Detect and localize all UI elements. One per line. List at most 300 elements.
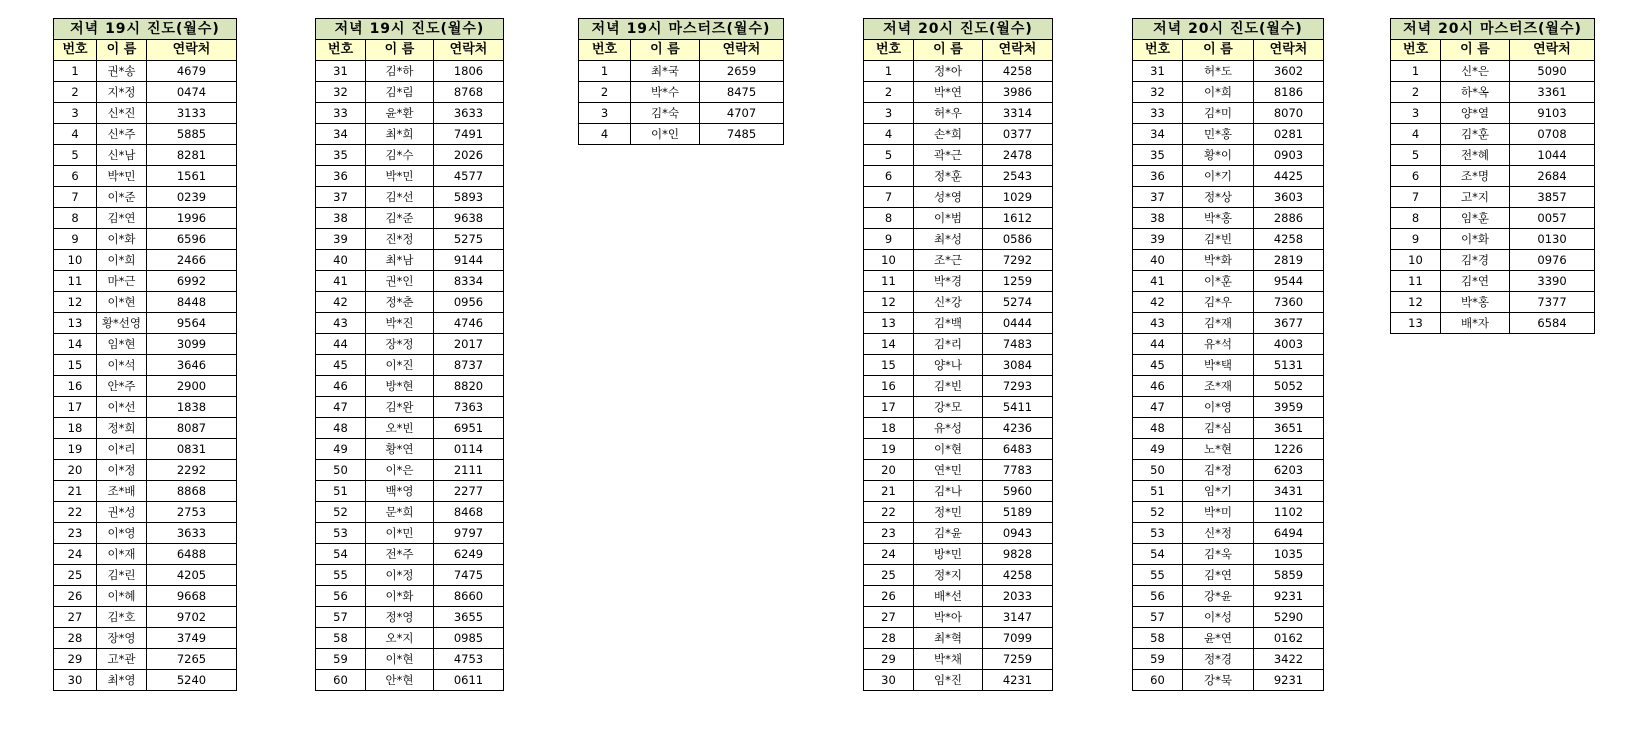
cell-number: 57	[1133, 607, 1183, 628]
cell-contact: 2277	[434, 481, 504, 502]
cell-number: 26	[54, 586, 97, 607]
cell-name: 김*빈	[1183, 229, 1254, 250]
table-row	[1133, 250, 1324, 271]
table-row	[1133, 376, 1324, 397]
cell-contact: 4236	[983, 418, 1053, 439]
cell-contact: 2111	[434, 460, 504, 481]
cell-name: 김*욱	[1183, 544, 1254, 565]
cell-number: 42	[1133, 292, 1183, 313]
cell-contact: 8186	[1254, 82, 1324, 103]
cell-number: 22	[54, 502, 97, 523]
cell-number: 28	[864, 628, 914, 649]
cell-number: 24	[54, 544, 97, 565]
cell-contact: 4258	[983, 565, 1053, 586]
table-row	[54, 187, 237, 208]
cell-name: 황*이	[1183, 145, 1254, 166]
cell-contact: 2900	[147, 376, 237, 397]
table-row	[54, 271, 237, 292]
cell-name: 박*경	[914, 271, 983, 292]
cell-name: 조*재	[1183, 376, 1254, 397]
table-row	[54, 502, 237, 523]
table-row	[316, 523, 504, 544]
header-name: 이 름	[97, 40, 147, 61]
cell-name: 민*홍	[1183, 124, 1254, 145]
cell-contact: 7099	[983, 628, 1053, 649]
cell-name: 윤*연	[1183, 628, 1254, 649]
table-row	[1133, 460, 1324, 481]
cell-contact: 5090	[1510, 61, 1595, 82]
cell-name: 전*혜	[1441, 145, 1510, 166]
cell-number: 43	[316, 313, 366, 334]
table-title-row	[1133, 19, 1324, 40]
table-row	[316, 334, 504, 355]
cell-number: 50	[316, 460, 366, 481]
cell-contact: 1996	[147, 208, 237, 229]
cell-contact: 7783	[983, 460, 1053, 481]
cell-contact: 3422	[1254, 649, 1324, 670]
table-row	[1391, 82, 1595, 103]
table-header-row	[864, 40, 1053, 61]
cell-name: 임*현	[97, 334, 147, 355]
cell-number: 25	[864, 565, 914, 586]
roster-table-20-masters	[1390, 18, 1595, 334]
header-contact: 연락처	[1254, 40, 1324, 61]
cell-number: 29	[864, 649, 914, 670]
cell-contact: 8868	[147, 481, 237, 502]
table-row	[316, 145, 504, 166]
cell-number: 10	[1391, 250, 1441, 271]
cell-name: 조*명	[1441, 166, 1510, 187]
cell-name: 고*관	[97, 649, 147, 670]
cell-name: 황*선영	[97, 313, 147, 334]
cell-contact: 2466	[147, 250, 237, 271]
cell-contact: 1838	[147, 397, 237, 418]
cell-contact: 0444	[983, 313, 1053, 334]
cell-name: 박*홍	[1183, 208, 1254, 229]
cell-contact: 2886	[1254, 208, 1324, 229]
cell-name: 정*지	[914, 565, 983, 586]
cell-name: 오*빈	[366, 418, 434, 439]
table-row	[1391, 292, 1595, 313]
cell-name: 임*진	[914, 670, 983, 691]
table-row	[864, 397, 1053, 418]
cell-name: 김*윤	[914, 523, 983, 544]
cell-name: 김*연	[1183, 565, 1254, 586]
table-row	[54, 145, 237, 166]
cell-name: 이*화	[1441, 229, 1510, 250]
cell-contact: 5290	[1254, 607, 1324, 628]
cell-number: 34	[1133, 124, 1183, 145]
cell-contact: 1259	[983, 271, 1053, 292]
cell-number: 13	[864, 313, 914, 334]
table-row	[1391, 250, 1595, 271]
table-row	[864, 670, 1053, 691]
cell-name: 박*홍	[1441, 292, 1510, 313]
table-row	[1391, 103, 1595, 124]
cell-number: 20	[864, 460, 914, 481]
cell-name: 이*화	[366, 586, 434, 607]
cell-contact: 5885	[147, 124, 237, 145]
header-number: 번호	[864, 40, 914, 61]
cell-name: 김*빈	[914, 376, 983, 397]
cell-number: 20	[54, 460, 97, 481]
cell-contact: 3857	[1510, 187, 1595, 208]
cell-number: 5	[54, 145, 97, 166]
cell-contact: 5052	[1254, 376, 1324, 397]
cell-number: 16	[864, 376, 914, 397]
cell-number: 48	[316, 418, 366, 439]
cell-name: 조*배	[97, 481, 147, 502]
cell-number: 37	[316, 187, 366, 208]
table-row	[1133, 418, 1324, 439]
cell-number: 53	[316, 523, 366, 544]
cell-name: 이*성	[1183, 607, 1254, 628]
cell-contact: 9702	[147, 607, 237, 628]
cell-number: 9	[864, 229, 914, 250]
cell-number: 30	[864, 670, 914, 691]
cell-number: 55	[316, 565, 366, 586]
cell-contact: 2017	[434, 334, 504, 355]
cell-contact: 2026	[434, 145, 504, 166]
table-row	[1391, 313, 1595, 334]
table-row	[1391, 145, 1595, 166]
cell-contact: 6992	[147, 271, 237, 292]
cell-name: 안*현	[366, 670, 434, 691]
table-title: 저녁 20시 진도(월수)	[1133, 19, 1324, 40]
cell-number: 60	[1133, 670, 1183, 691]
table-header-row	[316, 40, 504, 61]
cell-number: 27	[54, 607, 97, 628]
cell-name: 안*주	[97, 376, 147, 397]
cell-name: 이*영	[1183, 397, 1254, 418]
table-row	[864, 313, 1053, 334]
cell-contact: 9564	[147, 313, 237, 334]
header-name: 이 름	[1441, 40, 1510, 61]
cell-name: 김*완	[366, 397, 434, 418]
cell-contact: 1044	[1510, 145, 1595, 166]
cell-name: 박*진	[366, 313, 434, 334]
cell-number: 59	[316, 649, 366, 670]
table-row	[316, 355, 504, 376]
cell-name: 박*민	[366, 166, 434, 187]
table-row	[1133, 481, 1324, 502]
cell-name: 김*린	[97, 565, 147, 586]
table-row	[316, 670, 504, 691]
table-row	[316, 124, 504, 145]
cell-contact: 7377	[1510, 292, 1595, 313]
cell-contact: 1226	[1254, 439, 1324, 460]
table-row	[54, 628, 237, 649]
cell-name: 김*나	[914, 481, 983, 502]
cell-number: 27	[864, 607, 914, 628]
header-name: 이 름	[1183, 40, 1254, 61]
cell-number: 4	[579, 124, 631, 145]
cell-number: 10	[864, 250, 914, 271]
cell-contact: 7292	[983, 250, 1053, 271]
cell-contact: 6596	[147, 229, 237, 250]
cell-number: 34	[316, 124, 366, 145]
table-row	[864, 607, 1053, 628]
cell-number: 36	[316, 166, 366, 187]
cell-name: 김*경	[1441, 250, 1510, 271]
cell-name: 이*정	[366, 565, 434, 586]
cell-number: 5	[864, 145, 914, 166]
table-row	[864, 418, 1053, 439]
cell-contact: 5859	[1254, 565, 1324, 586]
table-row	[54, 313, 237, 334]
cell-name: 배*자	[1441, 313, 1510, 334]
cell-name: 정*아	[914, 61, 983, 82]
cell-name: 정*영	[366, 607, 434, 628]
cell-contact: 8334	[434, 271, 504, 292]
header-contact: 연락처	[983, 40, 1053, 61]
cell-name: 박*미	[1183, 502, 1254, 523]
header-number: 번호	[579, 40, 631, 61]
cell-name: 이*범	[914, 208, 983, 229]
cell-name: 김*연	[97, 208, 147, 229]
table-row	[54, 82, 237, 103]
cell-number: 14	[54, 334, 97, 355]
cell-name: 권*인	[366, 271, 434, 292]
cell-number: 56	[1133, 586, 1183, 607]
cell-name: 조*근	[914, 250, 983, 271]
cell-number: 11	[54, 271, 97, 292]
table-title: 저녁 20시 마스터즈(월수)	[1391, 19, 1595, 40]
cell-name: 마*근	[97, 271, 147, 292]
cell-name: 김*정	[1183, 460, 1254, 481]
table-row	[864, 271, 1053, 292]
table-row	[1133, 61, 1324, 82]
cell-number: 15	[54, 355, 97, 376]
table-row	[864, 61, 1053, 82]
cell-contact: 4707	[700, 103, 784, 124]
cell-name: 권*성	[97, 502, 147, 523]
cell-name: 정*희	[97, 418, 147, 439]
table-row	[864, 166, 1053, 187]
cell-contact: 4679	[147, 61, 237, 82]
table-row	[54, 208, 237, 229]
cell-number: 18	[864, 418, 914, 439]
cell-name: 박*채	[914, 649, 983, 670]
cell-number: 23	[864, 523, 914, 544]
cell-contact: 6584	[1510, 313, 1595, 334]
cell-name: 이*희	[97, 250, 147, 271]
cell-number: 26	[864, 586, 914, 607]
cell-contact: 1561	[147, 166, 237, 187]
cell-name: 이*은	[366, 460, 434, 481]
cell-name: 이*현	[914, 439, 983, 460]
cell-name: 김*선	[366, 187, 434, 208]
cell-contact: 7265	[147, 649, 237, 670]
cell-name: 지*정	[97, 82, 147, 103]
table-row	[316, 229, 504, 250]
cell-contact: 3633	[434, 103, 504, 124]
cell-number: 60	[316, 670, 366, 691]
cell-name: 김*백	[914, 313, 983, 334]
cell-number: 7	[54, 187, 97, 208]
table-row	[579, 124, 784, 145]
table-row	[864, 103, 1053, 124]
cell-number: 1	[864, 61, 914, 82]
cell-name: 강*모	[914, 397, 983, 418]
cell-contact: 9103	[1510, 103, 1595, 124]
cell-contact: 3749	[147, 628, 237, 649]
cell-contact: 3147	[983, 607, 1053, 628]
cell-number: 38	[1133, 208, 1183, 229]
cell-contact: 3655	[434, 607, 504, 628]
cell-number: 39	[1133, 229, 1183, 250]
cell-name: 김*림	[366, 82, 434, 103]
table-row	[864, 628, 1053, 649]
cell-contact: 2684	[1510, 166, 1595, 187]
cell-name: 강*묵	[1183, 670, 1254, 691]
cell-number: 42	[316, 292, 366, 313]
table-row	[316, 607, 504, 628]
table-row	[316, 544, 504, 565]
roster-table-19-jindo-1	[53, 18, 237, 691]
cell-number: 48	[1133, 418, 1183, 439]
cell-name: 권*송	[97, 61, 147, 82]
table-row	[864, 481, 1053, 502]
header-name: 이 름	[631, 40, 700, 61]
cell-contact: 5131	[1254, 355, 1324, 376]
cell-name: 신*남	[97, 145, 147, 166]
table-row	[54, 439, 237, 460]
cell-number: 17	[864, 397, 914, 418]
cell-contact: 0831	[147, 439, 237, 460]
cell-number: 32	[316, 82, 366, 103]
table-row	[864, 355, 1053, 376]
cell-number: 4	[864, 124, 914, 145]
roster-table-20-jindo-1	[863, 18, 1053, 691]
cell-number: 49	[316, 439, 366, 460]
table-row	[316, 397, 504, 418]
table-title: 저녁 19시 마스터즈(월수)	[579, 19, 784, 40]
cell-name: 유*석	[1183, 334, 1254, 355]
table-title-row	[864, 19, 1053, 40]
cell-name: 김*연	[1441, 271, 1510, 292]
cell-name: 백*영	[366, 481, 434, 502]
cell-number: 19	[864, 439, 914, 460]
cell-number: 8	[54, 208, 97, 229]
cell-number: 11	[864, 271, 914, 292]
cell-number: 35	[1133, 145, 1183, 166]
table-row	[1391, 271, 1595, 292]
cell-number: 1	[54, 61, 97, 82]
cell-contact: 0057	[1510, 208, 1595, 229]
table-row	[316, 481, 504, 502]
cell-name: 배*선	[914, 586, 983, 607]
table-row	[1133, 124, 1324, 145]
cell-contact: 0130	[1510, 229, 1595, 250]
cell-name: 강*윤	[1183, 586, 1254, 607]
table-row	[864, 124, 1053, 145]
cell-name: 신*정	[1183, 523, 1254, 544]
table-row	[1391, 124, 1595, 145]
cell-contact: 0474	[147, 82, 237, 103]
cell-contact: 0943	[983, 523, 1053, 544]
table-title: 저녁 19시 진도(월수)	[54, 19, 237, 40]
cell-number: 18	[54, 418, 97, 439]
cell-name: 양*나	[914, 355, 983, 376]
table-row	[54, 292, 237, 313]
cell-name: 손*희	[914, 124, 983, 145]
cell-contact: 8768	[434, 82, 504, 103]
cell-number: 31	[316, 61, 366, 82]
table-row	[1133, 313, 1324, 334]
cell-name: 김*심	[1183, 418, 1254, 439]
cell-name: 박*수	[631, 82, 700, 103]
cell-name: 박*연	[914, 82, 983, 103]
cell-name: 이*정	[97, 460, 147, 481]
cell-contact: 5411	[983, 397, 1053, 418]
cell-name: 이*영	[97, 523, 147, 544]
table-row	[864, 460, 1053, 481]
cell-name: 방*현	[366, 376, 434, 397]
cell-number: 32	[1133, 82, 1183, 103]
table-row	[864, 292, 1053, 313]
table-row	[54, 544, 237, 565]
cell-contact: 3133	[147, 103, 237, 124]
table-row	[54, 565, 237, 586]
table-row	[316, 292, 504, 313]
header-contact: 연락처	[1510, 40, 1595, 61]
cell-number: 41	[1133, 271, 1183, 292]
table-row	[316, 460, 504, 481]
cell-contact: 7483	[983, 334, 1053, 355]
cell-contact: 3633	[147, 523, 237, 544]
cell-name: 이*선	[97, 397, 147, 418]
table-row	[864, 502, 1053, 523]
cell-contact: 6249	[434, 544, 504, 565]
cell-name: 이*리	[97, 439, 147, 460]
cell-number: 47	[316, 397, 366, 418]
cell-number: 38	[316, 208, 366, 229]
cell-number: 12	[54, 292, 97, 313]
cell-number: 5	[1391, 145, 1441, 166]
cell-contact: 4746	[434, 313, 504, 334]
header-name: 이 름	[366, 40, 434, 61]
cell-number: 14	[864, 334, 914, 355]
cell-name: 최*영	[97, 670, 147, 691]
cell-number: 12	[864, 292, 914, 313]
cell-number: 33	[1133, 103, 1183, 124]
header-contact: 연락처	[434, 40, 504, 61]
table-row	[316, 418, 504, 439]
cell-name: 방*민	[914, 544, 983, 565]
cell-number: 9	[54, 229, 97, 250]
cell-number: 59	[1133, 649, 1183, 670]
cell-number: 2	[54, 82, 97, 103]
table-row	[316, 502, 504, 523]
table-row	[1133, 649, 1324, 670]
cell-contact: 5274	[983, 292, 1053, 313]
cell-contact: 5275	[434, 229, 504, 250]
cell-contact: 3314	[983, 103, 1053, 124]
cell-contact: 3677	[1254, 313, 1324, 334]
cell-name: 박*화	[1183, 250, 1254, 271]
cell-contact: 6488	[147, 544, 237, 565]
cell-number: 11	[1391, 271, 1441, 292]
header-number: 번호	[1391, 40, 1441, 61]
table-header-row	[1133, 40, 1324, 61]
table-row	[1133, 439, 1324, 460]
table-row	[1133, 397, 1324, 418]
cell-number: 2	[579, 82, 631, 103]
cell-number: 46	[1133, 376, 1183, 397]
table-row	[54, 166, 237, 187]
table-row	[54, 649, 237, 670]
